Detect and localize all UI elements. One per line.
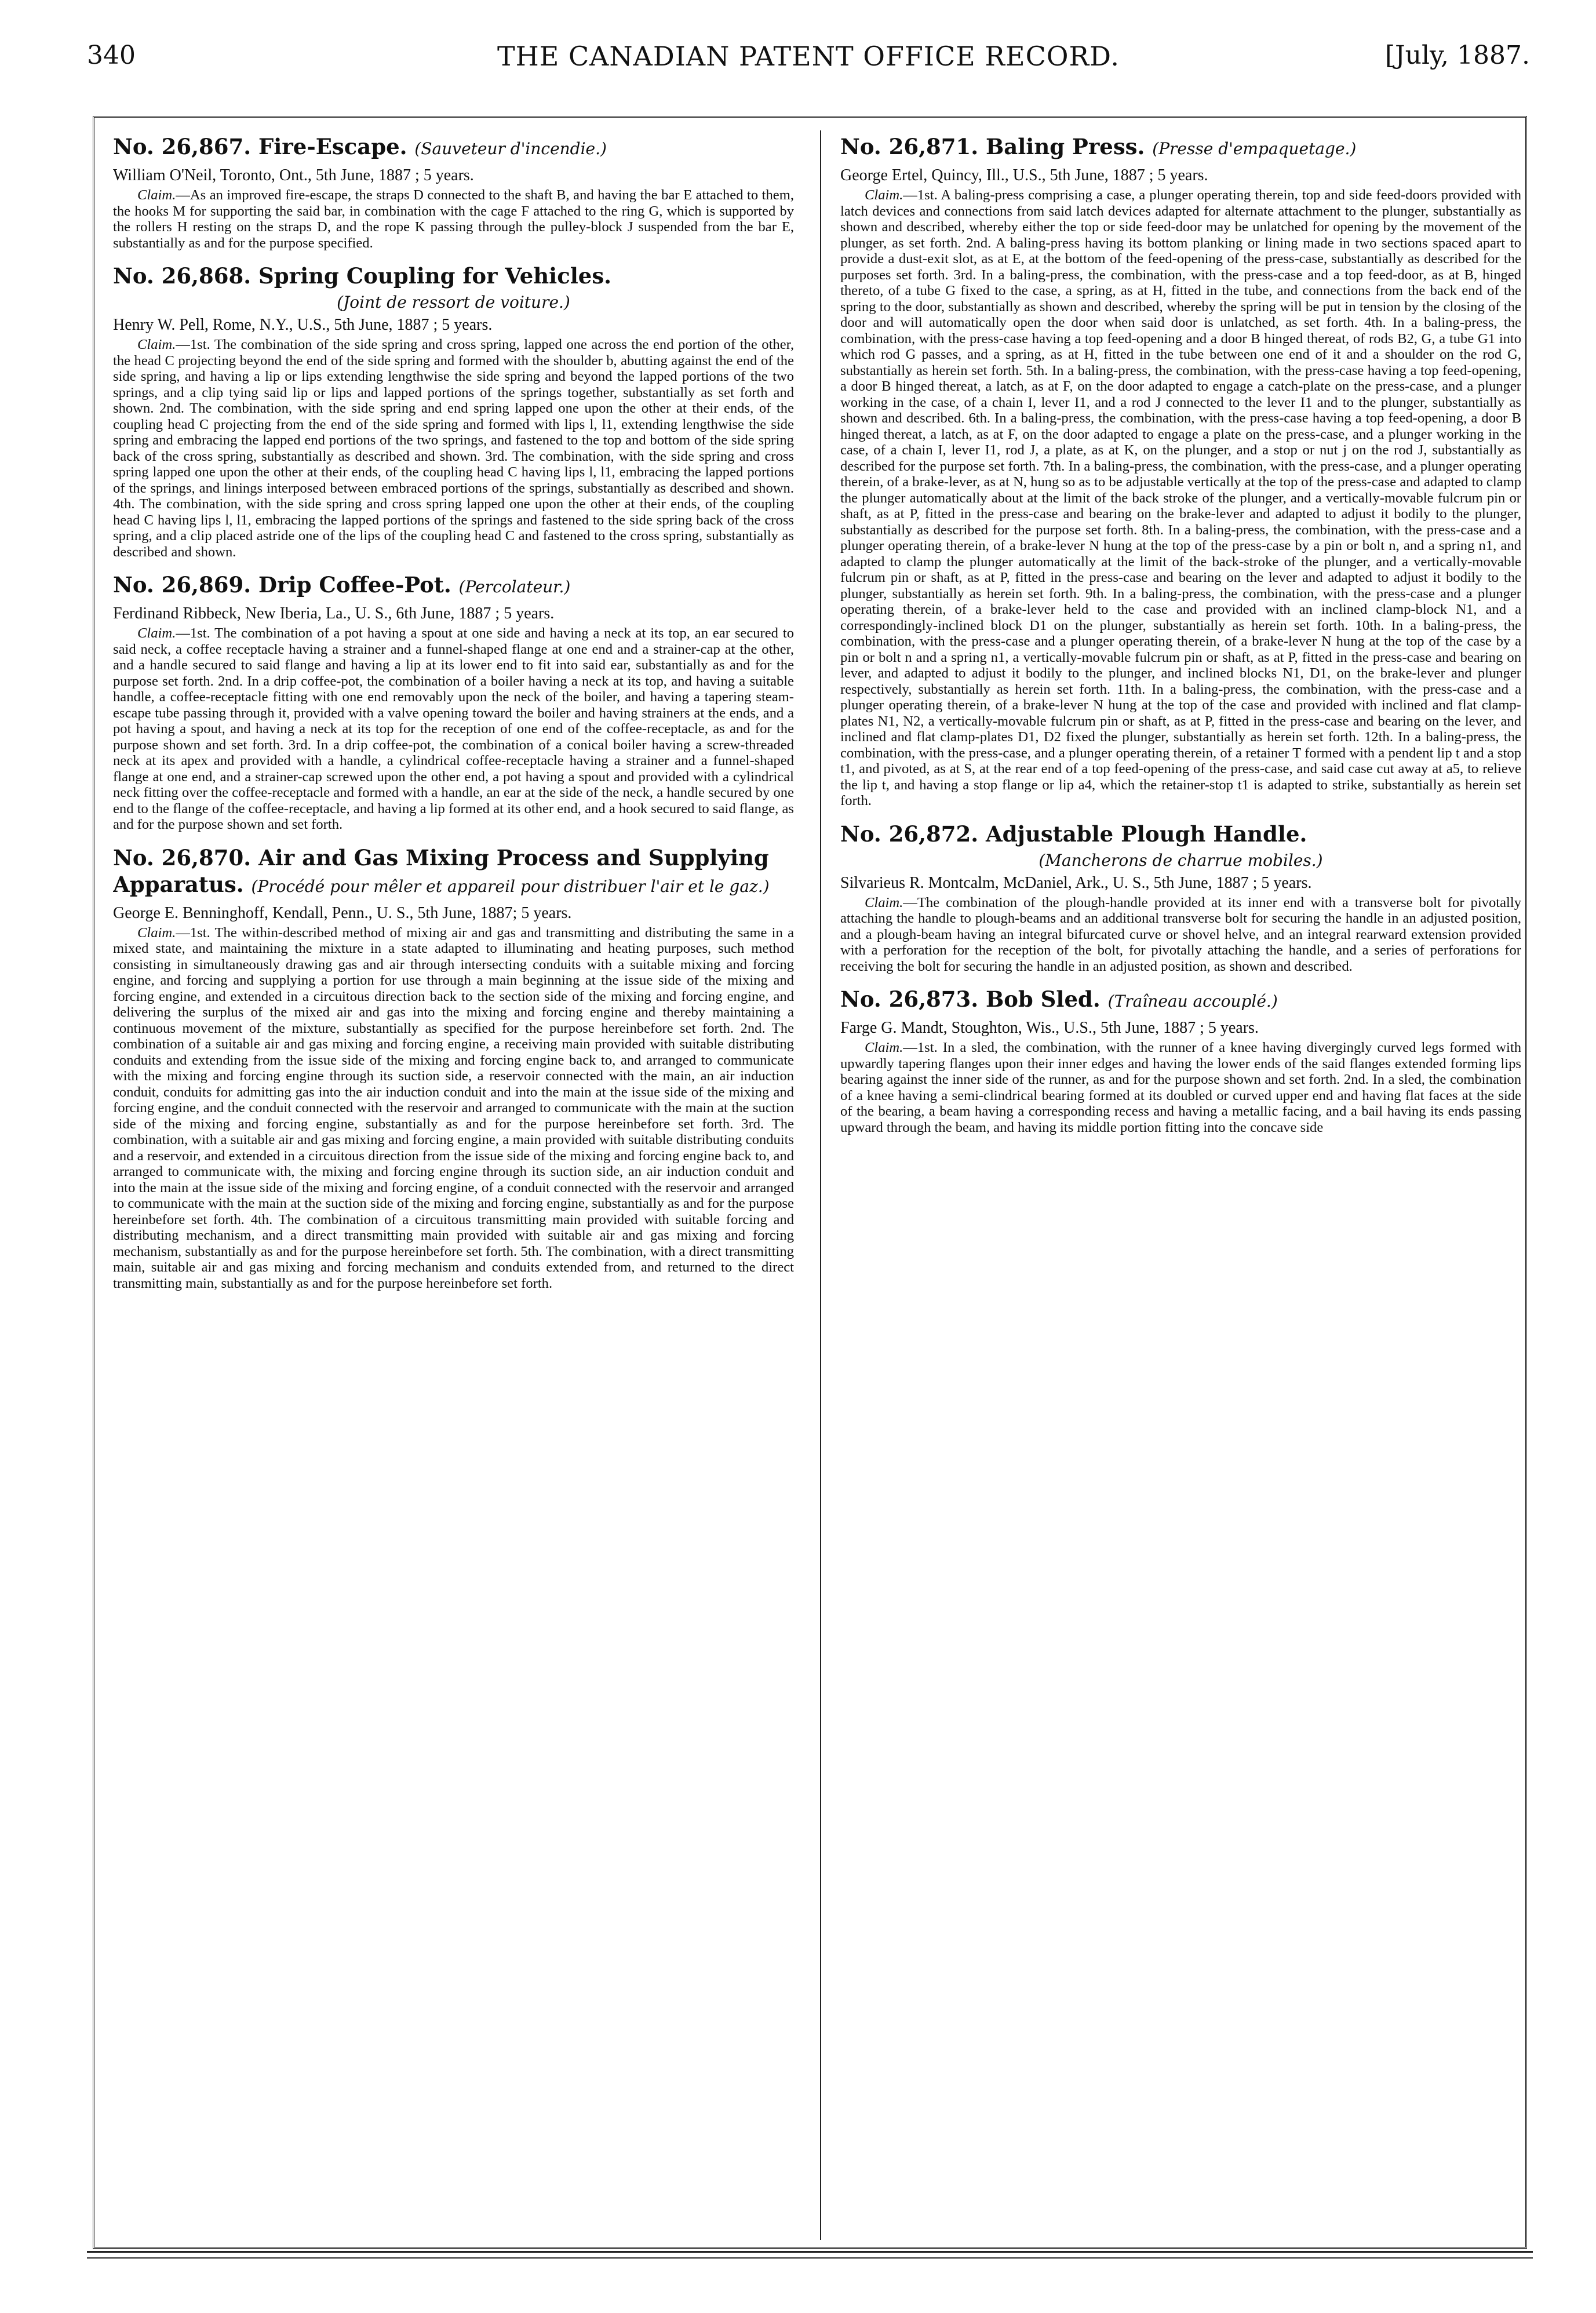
french-title: (Procédé pour mêler et appareil pour distribuer l'air et le gaz.): [251, 876, 770, 896]
patent-entry-26868: [113, 263, 794, 560]
patent-title: No. 26,868. Spring Coupling for Vehicles.: [113, 263, 612, 289]
patent-entry-26870: [113, 844, 794, 1292]
patent-applicant: Ferdinand Ribbeck, New Iberia, La., U. S., 6th June, 1887 ; 5 years.: [113, 604, 555, 622]
issue-date: [July, 1887.: [1384, 41, 1530, 70]
patent-title: No. 26,872. Adjustable Plough Handle.: [840, 821, 1307, 847]
french-title: (Sauveteur d'incendie.): [414, 139, 607, 158]
patent-entry-26867: [113, 133, 794, 251]
french-title: (Traîneau accouplé.): [1107, 992, 1278, 1011]
patent-applicant: Silvarieus R. Montcalm, McDaniel, Ark., U. S., 5th June, 1887 ; 5 years.: [840, 873, 1312, 892]
patent-entry-26873: [840, 986, 1521, 1135]
patent-applicant: William O'Neil, Toronto, Ont., 5th June, 1887 ; 5 years.: [113, 166, 474, 184]
patent-claim: Claim.—1st. In a sled, the combination, with the runner of a knee having divergingly curved legs formed with upwardly tapering flanges upon their inner edges and having the lower ends of the said flanges extended forming lips bearing against the inner side of the runner, as and for the purpose shown and set forth. 2nd. In a sled, the combination of a knee having a semi-clindrical bearing formed at its doubled or curved upper end and having flat faces at the side of the bearing, a beam having a corresponding recess and having a metallic facing, and a bail having its ends passing upward through the beam, and having its middle portion fitting into the concave side: [840, 1040, 1521, 1135]
patent-title: No. 26,870. Air and Gas Mixing Process and Supplying Apparatus. (Procédé pour mêler et appareil pour distribuer l'air et le gaz.): [113, 844, 770, 897]
patent-claim: Claim.—1st. A baling-press comprising a case, a plunger operating therein, top and side feed-doors provided with latch devices and connections from said latch devices adapted for alternate attachment to the plunger, substantially as shown and described, whereby either the top or side feed-door may be unlatched for opening by the movement of the plunger, as set forth. 2nd. A baling-press having its bottom planking or lining made in two sections spaced apart to provide a dust-exit slot, as at E, at the bottom of the feed-opening of the press-case, substantially as described for the purposes set forth. 3rd. In a baling-press, the combination, with the press-case and a top feed-door, as at B, hinged thereto, of a tube G fixed to the case, a spring, as at H, fitted in the tube, and connections from the back end of the spring to the door, substantially as shown and described, whereby the spring will be put in tension by the closing of the door and will automatically open the door when said door is unlatched, as set forth. 4th. In a baling-press, the combination, with the press-case having a top feed-opening and a door B hinged thereat, of rods B2, G, a tube G1 into which rod G passes, and a spring, as at H, fitted in the tube between one end of it and a shoulder on the rod G, substantially as herein set forth. 5th. In a baling-press, the combination, with the press-case having a top feed-opening, a door B hinged thereat, a latch, as at F, on the door adapted to engage a catch-plate on the press-case, and a plunger working in the case, of a chain I, lever I1, and a rod J connected to the lever I1 and to the plunger, substantially as shown and described. 6th. In a baling-press, the combination, with the press-case having a top feed-opening, a door B hinged thereat, a latch, as at F, on the door adapted to engage a plate on the press-case, and a plunger working in the case, of a chain I, lever I1, rod J, a plate, as at K, on the plunger, and a stop or nut j on the rod J, substantially as described for the purpose set forth. 7th. In a baling-press, the combination, with the press-case, and a plunger operating therein, of a brake-lever, as at N, hung so as to be adjustable vertically at the top of the press-case and adapted to clamp the plunger automatically about at the limit of the back stroke of the plunger, and a vertically-movable fulcrum pin or shaft, as at P, fitted in the press-case and bearing on the brake-lever and adapted to adjust it bodily to the plunger, substantially as described for the purpose set forth. 8th. In a baling-press, the combination, with the press-case and a plunger operating therein, of a brake-lever N hung at the top of the press-case by a pin or bolt n, and a spring n1, and adapted to clamp the plunger automatically at the limit of the back-stroke of the plunger, and a vertically-movable fulcrum pin or shaft, as at P, fitted in the press-case and bearing on the lever and adapted to adjust it bodily to the plunger, substantially as herein set forth. 9th. In a baling-press, the combination, with the press-case and a plunger operating therein, of a brake-lever held to the case and provided with an inclined clamp-block N1, and a correspondingly-inclined block D1 on the plunger, substantially as herein set forth. 10th. In a baling-press, the combination, with the press-case and a plunger operating therein, of a brake-lever N hung at the top of the case by a pin or bolt n and a spring n1, a vertically-movable fulcrum pin or shaft, as at P, fitted in the press-case and bearing on lever, and adapted to adjust it bodily to the plunger, and inclined blocks N1, D1, on the brake-lever and plunger respectively, substantially as herein set forth. 11th. In a baling-press, the combination, with the press-case and a plunger operating therein, of a brake-lever N hung at the top of the case and provided with inclined and flat clamp-plates N1, N2, a vertically-movable fulcrum pin or shaft, as at P, fitted in the press-case and bearing on the lever, and inclined and flat clamp-plates D1, D2 fixed the plunger, substantially as herein set forth. 12th. In a baling-press, the combination, with the press-case, and a plunger operating therein, of a retainer T formed with a pendent lip t and a stop t1, and pivoted, as at S, at the rear end of a top feed-opening of the press-case, and said case cut away at a5, to relieve the lip t, and having a stop flange or lip a4, which the retainer-stop t1 is adapted to strike, substantially as herein set forth.: [840, 187, 1521, 808]
patent-entry-26869: [113, 571, 794, 833]
patent-claim: Claim.—1st. The combination of the side spring and cross spring, lapped one across the end portion of the other, the head C projecting beyond the end of the side spring and formed with the shoulder b, abutting against the end of the side spring, and having a lip or lips extending lengthwise the side spring and beyond the lapped portions of the two springs, and a clip tying said lip or lips and lapped portions of the springs together, substantially as set forth and shown. 2nd. The combination, with the side spring and end spring lapped one upon the other at their ends, of the coupling head C projecting from the end of the side spring and formed with lips l, l1, extending lengthwise the side spring and embracing the lapped end portions of the two springs, and fastened to the top and bottom of the side spring back of the cross spring, substantially as described and shown. 3rd. The combination, with the side spring and cross spring lapped one upon the other at their ends, of the coupling head C having lips l, l1, embracing the lapped portions of the springs, and linings interposed between embraced portions of the springs, substantially as described and shown. 4th. The combination, with the side spring and cross spring lapped one upon the other at their ends, of the coupling head C having lips l, l1, embracing the lapped portions of the springs and fastened to the side spring back of the cross spring, and a clip placed astride one of the lips of the coupling head C and fastened to the cross spring, substantially as described and shown.: [113, 337, 794, 560]
column-divider: [820, 130, 821, 2240]
patent-applicant: George Ertel, Quincy, Ill., U.S., 5th June, 1887 ; 5 years.: [840, 166, 1208, 184]
patent-applicant: George E. Benninghoff, Kendall, Penn., U. S., 5th June, 1887; 5 years.: [113, 904, 572, 922]
page-header: [87, 41, 1530, 87]
patent-title: No. 26,867. Fire-Escape. (Sauveteur d'incendie.): [113, 134, 607, 159]
french-title: (Joint de ressort de voiture.): [337, 293, 570, 312]
french-title: (Mancherons de charrue mobiles.): [1039, 850, 1323, 870]
right-column: [840, 133, 1521, 2237]
left-column: [113, 133, 794, 2237]
patent-entry-26871: [840, 133, 1521, 809]
french-title: (Presse d'empaquetage.): [1152, 139, 1357, 158]
patent-title: No. 26,871. Baling Press. (Presse d'empaquetage.): [840, 134, 1357, 159]
bottom-rule: [87, 2251, 1533, 2259]
page-number: 340: [87, 41, 136, 70]
patent-claim: Claim.—The combination of the plough-handle provided at its inner end with a transverse bolt for pivotally attaching the handle to plough-beams and an additional transverse bolt for securing the handle in an adjusted position, and a plough-beam having an integral bifurcated curve or shovel helve, and an integral rearward extension provided with a perforation for the reception of the bolt, for pivotally attaching the handle, and a series of perforations for receiving the bolt for securing the handle in an adjusted position, as shown and described.: [840, 894, 1521, 974]
patent-entry-26872: [840, 821, 1521, 975]
patent-applicant: Farge G. Mandt, Stoughton, Wis., U.S., 5th June, 1887 ; 5 years.: [840, 1019, 1259, 1037]
publication-title: THE CANADIAN PATENT OFFICE RECORD.: [497, 41, 1120, 72]
patent-claim: Claim.—1st. The combination of a pot having a spout at one side and having a neck at its top, an ear secured to said neck, a coffee receptacle having a strainer and a funnel-shaped flange at one end and a strainer-cap at the other, and a handle secured to said flange and having a lip at its lower end to fit into said ear, substantially as and for the purpose set forth. 2nd. In a drip coffee-pot, the combination of a boiler having a neck at its top, and having a suitable handle, a coffee-receptacle fitting with one end removably upon the neck of the boiler, and having a tapering steam-escape tube passing through it, provided with a valve opening toward the boiler and having strainers at the ends, and a pot having a spout, and having a neck at its top for the reception of one end of the coffee-receptacle, as and for the purpose shown and set forth. 3rd. In a drip coffee-pot, the combination of a conical boiler having a screw-threaded neck at its apex and provided with a handle, a cylindrical coffee-receptacle having a strainer and a funnel-shaped flange at one end, and a strainer-cap screwed upon the other end, a pot having a spout and provided with a cylindrical neck fitting over the coffee-receptacle and formed with a handle, an ear at the side of the neck, a handle secured by one end to the flange of the coffee-receptacle, and having a lip formed at its other end, and a hook secured to said flange, as and for the purpose shown and set forth.: [113, 625, 794, 832]
patent-title: No. 26,873. Bob Sled. (Traîneau accouplé.): [840, 986, 1278, 1012]
patent-claim: Claim.—As an improved fire-escape, the straps D connected to the shaft B, and having the bar E attached to them, the hooks M for supporting the said bar, in combination with the cage F attached to the ring G, which is supported by the rollers H resting on the straps D, and the rope K passing through the pulley-block J suspended from the bar E, substantially as and for the purpose specified.: [113, 187, 794, 251]
patent-claim: Claim.—1st. The within-described method of mixing air and gas and transmitting and distributing the same in a mixed state, and maintaining the mixture in a state adapted to illuminating and heating purposes, such method consisting in simultaneously drawing gas and air through intersecting conduits with a suitable mixing and forcing engine, and forcing and supplying a portion for use through a main beginning at the issue side of the mixing and forcing engine, and extended in a circuitous direction back to the section side of the mixing and forcing engine, and delivering the surplus of the mixed air and gas into the mixing and forcing engine and thereby maintaining a continuous movement of the mixture, substantially as specified for the purpose hereinbefore set forth. 2nd. The combination of a suitable air and gas mixing and forcing engine, a receiving main provided with suitable distributing conduits and extending from the issue side of the mixing and forcing engine back to, and arranged to communicate with the mixing and forcing engine through its suction side, a reservoir connected with the main, an air induction conduit, conduits for admitting gas into the air induction conduit and into the main at the issue side of the mixing and forcing engine, and the conduit connected with the reservoir and arranged to communicate with the main at the suction side of the mixing and forcing engine, substantially as and for the purpose hereinbefore set forth. 3rd. The combination, with a suitable air and gas mixing and forcing engine, a main provided with suitable distributing conduits and a reservoir, and extended in a circuitous direction from the issue side of the mixing and forcing engine back to, and arranged to communicate with, the mixing and forcing engine through its suction side, an air induction conduit and into the main at the issue side of the mixing and forcing engine, of a conduit connected with the reservoir and arranged to communicate with the main at the suction side of the mixing and forcing engine, substantially as and for the purpose hereinbefore set forth. 4th. The combination of a circuitous transmitting main provided with suitable forcing and distributing mechanism, and a direct transmitting main provided with suitable air and gas mixing and forcing mechanism, substantially as and for the purpose hereinbefore set forth. 5th. The combination, with a direct transmitting main, suitable air and gas mixing and forcing mechanism and conduits extended from, and returned to the direct transmitting main, substantially as and for the purpose hereinbefore set forth.: [113, 924, 794, 1291]
patent-applicant: Henry W. Pell, Rome, N.Y., U.S., 5th June, 1887 ; 5 years.: [113, 316, 493, 334]
patent-title: No. 26,869. Drip Coffee-Pot. (Percolateur.): [113, 572, 571, 598]
french-title: (Percolateur.): [458, 577, 571, 596]
